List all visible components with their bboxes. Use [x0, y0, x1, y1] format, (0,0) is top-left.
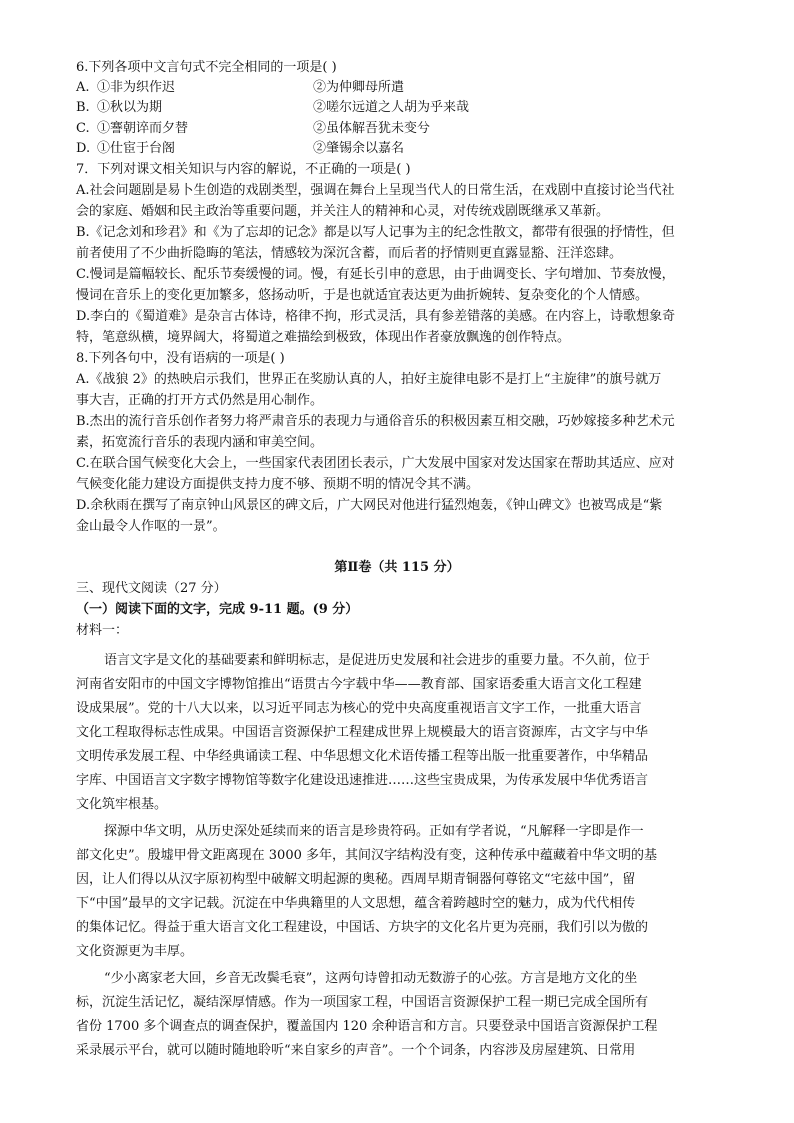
q7-line: 前者使用了不少曲折隐晦的笔法，情感较为深沉含蓄，而后者的抒情则更直露显豁、汪洋恣肆。 [76, 246, 623, 261]
para1-line: 河南省安阳市的中国文字博物馆推出“语贯古今字载中华——教育部、国家语委重大语言文化工程建 [76, 677, 642, 692]
para3-line: “少小离家老大回，乡音无改鬓毛衰”，这两句诗曾扣动无数游子的心弦。方言是地方文化的坐 [104, 971, 638, 986]
para1-line: 字库、中国语言文字数字博物馆等数字化建设迅速推进……这些宝贵成果，为传承发展中华优秀语言 [76, 773, 649, 788]
q7-line: 慢词在音乐上的变化更加繁多，悠扬动听，于是也就适宜表达更为曲折婉转、复杂变化的个人情感。 [76, 288, 649, 303]
q6-option-b-item1: ①秋以为期 [97, 100, 163, 115]
q6-option-d-letter: D. [76, 141, 91, 156]
q8-line: C.在联合国气候变化大会上，一些国家代表团团长表示，广大发展中国家对发达国家在帮助其适应、应对 [76, 456, 675, 471]
para3-line: 采录展示平台，就可以随时随地聆听“来自家乡的声音”。一个个词条，内容涉及房屋建筑、日常用 [76, 1043, 636, 1058]
subsection1-title: （一）阅读下面的文字，完成 9-11 题。(9 分） [76, 602, 359, 617]
q7-line: C.慢词是篇幅较长、配乐节奏缓慢的词。慢，有延长引申的意思，由于曲调变长、字句增加、节奏放慢， [76, 267, 675, 282]
q7-line: D.李白的《蜀道难》是杂言古体诗，格律不拘，形式灵活，具有参差错落的美感。在内容上，诗歌想象奇 [76, 309, 676, 324]
q8-line: 事大吉，正确的打开方式仍然是用心制作。 [76, 393, 324, 408]
q6-option-d-item2: ②肇锡余以嘉名 [313, 141, 405, 156]
section3-title: 三、现代文阅读（27 分） [76, 581, 227, 596]
q6-option-c-item1: ①謇朝谇而夕替 [97, 121, 189, 136]
para3-line: 标，沉淀生活记忆，凝结深厚情感。作为一项国家工程，中国语言资源保护工程一期已完成全国所有 [76, 995, 649, 1010]
q6-option-c-item2: ②虽体解吾犹未变兮 [313, 121, 431, 136]
q8-line: 气候变化能力建设方面提供支持力度不够、预期不明的情况令其不满。 [76, 477, 480, 492]
para1-line: 文明传承发展工程、中华经典诵读工程、中华思想文化术语传播工程等出版一批重要著作，中华精品 [76, 749, 649, 764]
q7-stem: 7．下列对课文相关知识与内容的解说，不正确的一项是( ) [76, 162, 411, 177]
q8-line: A.《战狼 2》的热映启示我们，世界正在奖励认真的人，拍好主旋律电影不是打上“主旋律”的旗号就万 [76, 372, 662, 387]
q8-stem: 8.下列各句中，没有语病的一项是( ) [76, 351, 285, 366]
q6-option-a-letter: A. [76, 80, 90, 95]
part2-title: 第Ⅱ卷（共 115 分） [334, 560, 460, 575]
q8-line: B.杰出的流行音乐创作者努力将严肃音乐的表现力与通俗音乐的积极因素互相交融，巧妙嫁接多种艺术元 [76, 414, 675, 429]
q6-option-b-letter: B. [76, 100, 90, 115]
q7-line: B.《记念刘和珍君》和《为了忘却的记念》都是以写人记事为主的纪念性散文，都带有很强的抒情性，但 [76, 225, 675, 240]
para2-line: 部文化史”。殷墟甲骨文距离现在 3000 多年，其间汉字结构没有变，这种传承中蕴藏着中华文明的基 [76, 848, 657, 863]
q8-line: 金山最令人作呕的一景”。 [76, 519, 226, 534]
para2-line: 的集体记忆。得益于重大语言文化工程建设，中国话、方块字的文化名片更为亮丽，我们引以为傲的 [76, 920, 649, 935]
para2-line: 探源中华文明，从历史深处延续而来的语言是珍贵符码。正如有学者说，“凡解释一字即是作一 [104, 824, 644, 839]
para2-line: 下“中国”最早的文字记载。沉淀在中华典籍里的人文思想，蕴含着跨越时空的魅力，成为代代相传 [76, 896, 636, 911]
q7-line: A.社会问题剧是易卜生创造的戏剧类型，强调在舞台上呈现当代人的日常生活，在戏剧中直接讨论当代社 [76, 183, 675, 198]
q6-stem: 6.下列各项中文言句式不完全相同的一项是( ) [76, 60, 337, 75]
para1-line: 文化筑牢根基。 [76, 797, 168, 812]
q6-option-c-letter: C. [76, 121, 90, 136]
q7-line: 会的家庭、婚姻和民主政治等重要问题，并关注人的精神和心灵，对传统戏剧既继承又革新。 [76, 204, 610, 219]
para2-line: 因，让人们得以从汉字原初构型中破解文明起源的奥秘。西周早期青铜器何尊铭文“宅兹中国”，留 [76, 872, 636, 887]
q7-line: 特，笔意纵横，境界阔大，将蜀道之难描绘到极致，体现出作者豪放飘逸的创作特点。 [76, 330, 571, 345]
para3-line: 省份 1700 多个调查点的调查保护，覆盖国内 120 余种语言和方言。只要登录中国语言资源保护工程 [76, 1019, 658, 1034]
q6-option-d-item1: ①仕宦于台阁 [97, 141, 176, 156]
material1-label: 材料一： [76, 623, 129, 638]
para1-line: 语言文字是文化的基础要素和鲜明标志，是促进历史发展和社会进步的重要力量。不久前，位于 [104, 653, 651, 668]
para2-line: 文化资源更为丰厚。 [76, 944, 194, 959]
para1-line: 文化工程取得标志性成果。中国语言资源保护工程建成世界上规模最大的语言资源库，古文字与中华 [76, 725, 649, 740]
para1-line: 设成果展”。党的十八大以来，以习近平同志为核心的党中央高度重视语言文字工作，一批重大语言 [76, 701, 642, 716]
q6-option-b-item2: ②嗟尔远道之人胡为乎来哉 [313, 100, 470, 115]
q6-option-a-item1: ①非为织作迟 [97, 80, 176, 95]
q6-option-a-item2: ②为仲卿母所遣 [313, 80, 405, 95]
q8-line: 素，拓宽流行音乐的表现内涵和审美空间。 [76, 435, 324, 450]
q8-line: D.余秋雨在撰写了南京钟山风景区的碑文后，广大网民对他进行猛烈炮轰，《钟山碑文》也被骂成是“紫 [76, 498, 663, 513]
